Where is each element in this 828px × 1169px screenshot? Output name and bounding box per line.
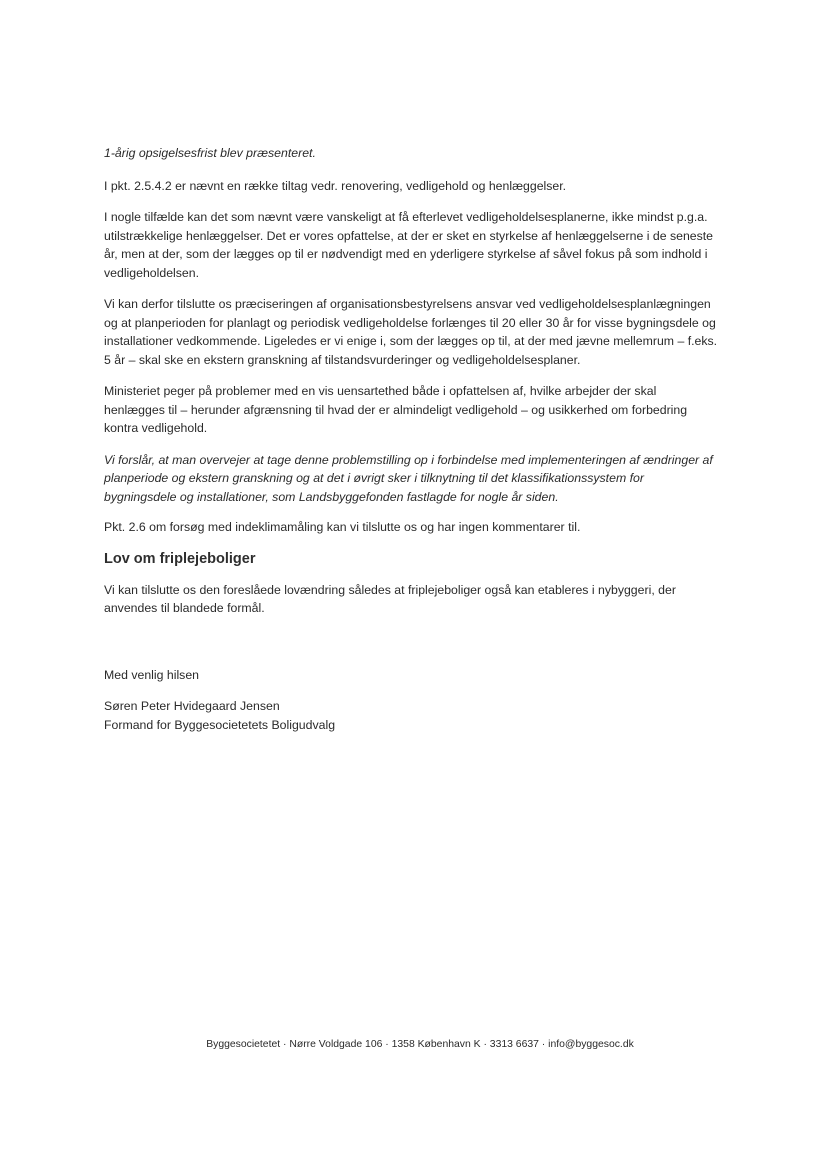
signatory-name: Søren Peter Hvidegaard Jensen bbox=[104, 699, 280, 713]
paragraph-forslag: Vi forslår, at man overvejer at tage denne problemstilling op i forbindelse med implementeringen af ændringer af planperiode og ekstern granskning og at det i øvrigt sker i tilknytning til det klassifikationssystem for bygningsdele og installationer, som Landsbyggefonden fastlagde for nogle år siden. bbox=[104, 452, 713, 504]
paragraph-intro: 1-årig opsigelsesfrist blev præsenteret. bbox=[104, 146, 316, 160]
closing-greeting: Med venlig hilsen bbox=[104, 667, 200, 682]
paragraph-henlaeggelser: I nogle tilfælde kan det som nævnt være vanskeligt at få efterlevet vedligeholdelsesplanerne, ikke mindst p.g.a. utilstrækkelige henlæggelser. Det er vores opfattelse, at der er sket en styrkelse af henlæggelserne i de seneste år, men at der, som der lægges op til er nødvendigt med en yderligere styrkelse af såvel fokus på som indhold i vedligeholdelsen. bbox=[104, 210, 714, 280]
paragraph-friplejeboliger: Vi kan tilslutte os den foreslåede lovændring således at friplejeboliger også kan etableres i nybyggeri, der anvendes til blandede formål. bbox=[104, 582, 676, 615]
letter-body bbox=[104, 144, 719, 734]
paragraph-pkt-2-5-4-2: I pkt. 2.5.4.2 er nævnt en række tiltag vedr. renovering, vedligehold og henlæggelser. bbox=[104, 178, 567, 193]
section-heading-friplejeboliger: Lov om friplejeboliger bbox=[104, 550, 256, 567]
paragraph-ministeriet: Ministeriet peger på problemer med en vis uensartethed både i opfattelsen af, hvilke arbejder der skal henlægges til – herunder afgrænsning til hvad der er almindeligt vedligehold – og usikkerhed om forbedring kontra vedligehold. bbox=[104, 384, 688, 435]
footer-contact: Byggesocietetet · Nørre Voldgade 106 · 1358 København K · 3313 6637 · info@byggesoc.dk bbox=[206, 1039, 634, 1050]
signatory-title: Formand for Byggesocietetets Boligudvalg bbox=[104, 717, 336, 732]
paragraph-indeklima: Pkt. 2.6 om forsøg med indeklimamåling kan vi tilslutte os og har ingen kommentarer til. bbox=[104, 520, 581, 534]
paragraph-vedligeholdelsesplan: Vi kan derfor tilslutte os præciseringen af organisationsbestyrelsens ansvar ved vedligeholdelsesplanlægningen og at planperioden for planlagt og periodisk vedligeholdelse forlænges til 20 eller 30 år for visse bygningsdele og installationer vedkommende. Ligeledes er vi enige i, som der lægges op til, at der med jævne mellemrum – f.eks. 5 år – skal ske en ekstern granskning af tilstandsvurderinger og vedligeholdelsesplaner. bbox=[104, 297, 718, 367]
